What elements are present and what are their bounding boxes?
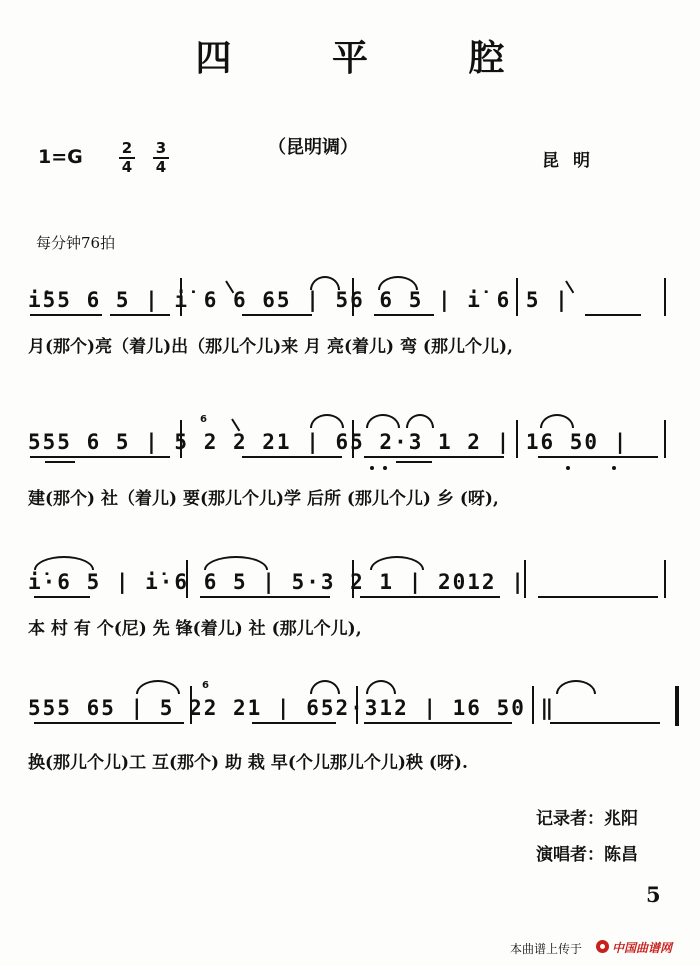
meter-bottom: 4 bbox=[155, 158, 167, 176]
upload-note: 本曲谱上传于 bbox=[510, 942, 583, 956]
site-name-link[interactable]: 中国曲谱网 bbox=[612, 941, 673, 955]
notation-line-2: 555 6 5 | 5 2 2 21 | 65 2·3 1 2 | 16 50 | bbox=[28, 430, 629, 454]
recorder-credit: 记录者：兆阳 bbox=[536, 809, 638, 829]
time-signature-2-4 bbox=[118, 140, 136, 176]
final-barline bbox=[675, 686, 679, 726]
site-logo-icon bbox=[596, 940, 609, 953]
lyrics-line-4: 换(那儿个儿)工 互(那个) 助 栽 早(个儿那儿个儿)秧 (呀). bbox=[28, 753, 468, 773]
meter-top: 3 bbox=[155, 139, 167, 157]
subtitle: （昆明调） bbox=[268, 137, 358, 158]
meter-bottom: 4 bbox=[121, 158, 133, 176]
region-label: 昆明 bbox=[542, 151, 604, 171]
notation-line-3: i̇·6 5 | i̇·6 6 5 | 5·3 2 1 | 2012 | bbox=[28, 570, 526, 594]
notation-line-4: 555 65 | 5 22 21 | 652·312 | 16 50 ‖ bbox=[28, 696, 556, 720]
notation-line-1: i̇55 6 5 | i̇ 6 6 65 | 56 6 5 | i̇ 6 5 | bbox=[28, 288, 570, 312]
time-signature-3-4 bbox=[152, 140, 170, 176]
page-number: 5 bbox=[646, 882, 661, 907]
key-signature: 1=G bbox=[38, 146, 83, 168]
page-title: 四 平 腔 bbox=[195, 37, 549, 79]
lyrics-line-1: 月(那个)亮（着儿)出（那儿个儿)来 月 亮(着儿) 弯 (那儿个儿), bbox=[28, 337, 513, 357]
lyrics-line-2: 建(那个) 社（着儿) 要(那儿个儿)学 后所 (那儿个儿) 乡 (呀), bbox=[28, 489, 499, 509]
meter-top: 2 bbox=[121, 139, 133, 157]
lyrics-line-3: 本 村 有 个(尼) 先 锋(着儿) 社 (那儿个儿), bbox=[28, 619, 362, 639]
singer-credit: 演唱者：陈昌 bbox=[536, 845, 638, 865]
tempo-marking: 每分钟76拍 bbox=[36, 234, 116, 252]
